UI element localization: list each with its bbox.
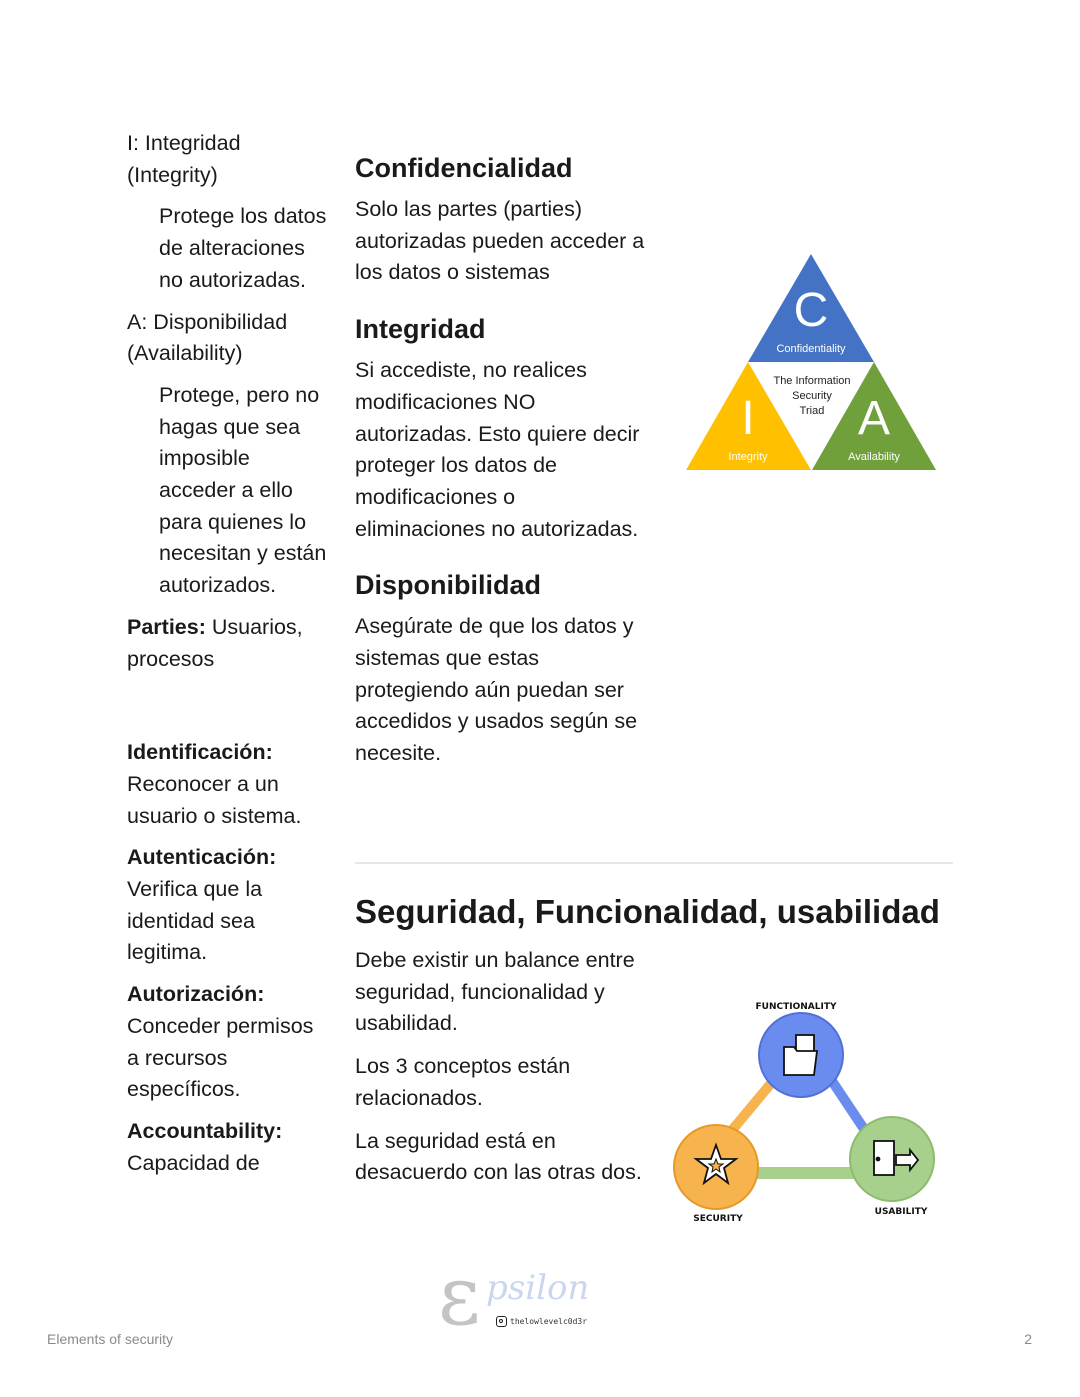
instagram-icon bbox=[496, 1316, 507, 1327]
integrity-heading: Integridad bbox=[355, 314, 486, 345]
accountability-definition: Accountability: Capacidad de bbox=[127, 1118, 283, 1175]
i-letter: I bbox=[741, 392, 755, 445]
availability-heading: Disponibilidad bbox=[355, 570, 541, 601]
identification-definition: Identificación: Reconocer a un usuario o sistema. bbox=[127, 740, 302, 828]
integrity-body: Si accediste, no realices modificaciones NO autorizadas. Esto quiere decir proteger los datos de modificaciones o eliminaciones no autorizadas. bbox=[355, 358, 640, 541]
a-letter: A bbox=[857, 392, 891, 445]
section2-paragraph: Los 3 conceptos están relacionados. bbox=[355, 1054, 571, 1110]
left-column bbox=[127, 128, 327, 1189]
triad-center-line2: Security bbox=[792, 390, 832, 402]
parties-term: Parties: bbox=[127, 614, 206, 639]
integrity-description: Protege los datos de alteraciones no autorizadas. bbox=[159, 204, 327, 292]
c-letter: C bbox=[793, 284, 829, 337]
usability-label: USABILITY bbox=[874, 1207, 928, 1217]
section2-paragraph: La seguridad está en desacuerdo con las otras dos. bbox=[355, 1128, 642, 1185]
cia-sections bbox=[355, 150, 645, 792]
epsilon-watermark bbox=[438, 1249, 598, 1344]
footer-doc-title: Elements of security bbox=[47, 1331, 174, 1347]
epsilon-logo-text: psilon bbox=[486, 1268, 590, 1308]
footer-page-number: 2 bbox=[1024, 1331, 1032, 1347]
authorization-definition: Autorización: Conceder permisos a recursos específicos. bbox=[127, 982, 314, 1102]
integrity-label-diagram: Integrity bbox=[728, 451, 768, 463]
accountability-term: Accountability: bbox=[127, 1118, 283, 1143]
parties-definition: Parties: Usuarios, procesos bbox=[127, 614, 303, 671]
functionality-usability-link bbox=[828, 1075, 868, 1135]
integrity-label: I: Integridad (Integrity) bbox=[127, 131, 241, 187]
triad-center-line1: The Information bbox=[773, 375, 851, 387]
section-divider bbox=[355, 862, 953, 864]
confidentiality-body: Solo las partes (parties) autorizadas pueden acceder a los datos o sistemas bbox=[355, 197, 645, 285]
triad-center-line3: Triad bbox=[799, 405, 825, 417]
identification-term: Identificación: bbox=[127, 740, 273, 765]
confidentiality-label: Confidentiality bbox=[776, 343, 846, 355]
functionality-label: FUNCTIONALITY bbox=[755, 1002, 837, 1012]
handle-text: thelowlevelc0d3r bbox=[510, 1317, 588, 1326]
confidentiality-heading: Confidencialidad bbox=[355, 153, 573, 183]
availability-description: Protege, pero no hagas que sea imposible acceder a ello para quienes lo necesitan y están autorizados. bbox=[159, 382, 327, 598]
section2-heading: Seguridad, Funcionalidad, usabilidad bbox=[355, 893, 940, 930]
cia-triad-diagram bbox=[684, 252, 938, 472]
availability-body: Asegúrate de que los datos y sistemas que estas protegiendo aún puedan ser accedidos y usados según se necesite. bbox=[355, 614, 638, 766]
authentication-term: Autenticación: bbox=[127, 845, 277, 870]
section2-paragraph: Debe existir un balance entre seguridad, funcionalidad y usabilidad. bbox=[355, 948, 635, 1036]
security-label: SECURITY bbox=[693, 1214, 743, 1224]
availability-label-diagram: Availability bbox=[848, 451, 900, 463]
availability-label: A: Disponibilidad (Availability) bbox=[127, 309, 288, 366]
authorization-term: Autorización: bbox=[127, 982, 265, 1007]
section2-body bbox=[355, 945, 645, 1200]
authentication-definition: Autenticación: Verifica que la identidad sea legitima. bbox=[127, 845, 277, 965]
instagram-handle bbox=[496, 1316, 587, 1327]
epsilon-logo-letter: ε bbox=[438, 1249, 481, 1344]
security-functionality-usability-diagram bbox=[668, 995, 943, 1225]
